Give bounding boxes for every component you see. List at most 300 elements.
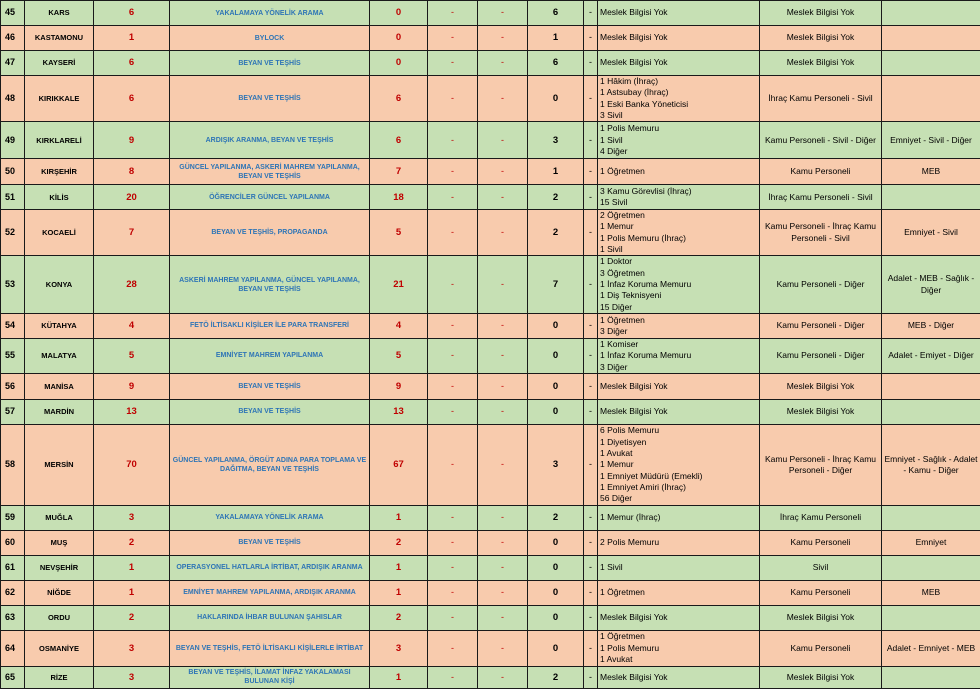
table-row	[1, 373, 980, 399]
dash-cell: -	[584, 185, 598, 210]
city-name: MERSİN	[25, 424, 94, 505]
detained-count: 0	[370, 26, 428, 51]
row-number: 65	[1, 666, 25, 688]
city-name: RİZE	[25, 666, 94, 688]
table-row	[1, 605, 980, 630]
institution: MEB	[882, 580, 980, 605]
table-row	[1, 122, 980, 159]
city-name: MALATYA	[25, 338, 94, 373]
row-number: 53	[1, 256, 25, 313]
wanted-count: 0	[528, 630, 584, 666]
wanted-count: 2	[528, 210, 584, 256]
suspect-count: 6	[94, 76, 170, 122]
table-row	[1, 530, 980, 555]
wanted-count: 0	[528, 580, 584, 605]
institution	[882, 605, 980, 630]
occupation-line: 3 Sivil	[600, 110, 757, 121]
city-name: KOCAELİ	[25, 210, 94, 256]
institution: Emniyet - Sivil - Diğer	[882, 122, 980, 159]
occupation-category: Kamu Personeli - Diğer	[760, 256, 882, 313]
crime-type: BEYAN VE TEŞHİS	[170, 51, 370, 76]
dash-cell: -	[478, 51, 528, 76]
occupation-line: 1 Memur	[600, 459, 757, 470]
dash-cell: -	[478, 505, 528, 530]
row-number: 62	[1, 580, 25, 605]
institution: Emniyet	[882, 530, 980, 555]
table-row	[1, 424, 980, 505]
suspect-count: 7	[94, 210, 170, 256]
dash-cell: -	[478, 605, 528, 630]
occupation-cell	[598, 51, 760, 76]
occupation-line: 15 Diğer	[600, 302, 757, 313]
dash-cell: -	[478, 210, 528, 256]
occupation-cell	[598, 666, 760, 688]
dash-cell: -	[428, 122, 478, 159]
dash-cell: -	[478, 76, 528, 122]
dash-cell: -	[428, 256, 478, 313]
dash-cell: -	[478, 122, 528, 159]
occupation-category: Meslek Bilgisi Yok	[760, 605, 882, 630]
suspect-count: 6	[94, 51, 170, 76]
institution	[882, 185, 980, 210]
occupation-line: 15 Sivil	[600, 197, 757, 208]
dash-cell: -	[478, 1, 528, 26]
occupation-cell	[598, 530, 760, 555]
occupation-line: 1 Öğretmen	[600, 631, 757, 642]
detained-count: 7	[370, 159, 428, 185]
wanted-count: 3	[528, 424, 584, 505]
row-number: 45	[1, 1, 25, 26]
institution: Emniyet - Sağlık - Adalet - Kamu - Diğer	[882, 424, 980, 505]
wanted-count: 2	[528, 505, 584, 530]
dash-cell: -	[478, 185, 528, 210]
dash-cell: -	[478, 256, 528, 313]
crime-type: BEYAN VE TEŞHİS	[170, 530, 370, 555]
city-name: NEVŞEHİR	[25, 555, 94, 580]
occupation-line: 1 Doktor	[600, 256, 757, 267]
city-name: KIRKLARELİ	[25, 122, 94, 159]
city-name: KASTAMONU	[25, 26, 94, 51]
occupation-line: 2 Öğretmen	[600, 210, 757, 221]
occupation-cell	[598, 424, 760, 505]
dash-cell: -	[428, 185, 478, 210]
occupation-line: 1 İnfaz Koruma Memuru	[600, 279, 757, 290]
dash-cell: -	[478, 666, 528, 688]
institution	[882, 555, 980, 580]
dash-cell: -	[428, 505, 478, 530]
occupation-line: 3 Öğretmen	[600, 268, 757, 279]
city-name: KİLİS	[25, 185, 94, 210]
row-number: 61	[1, 555, 25, 580]
dash-cell: -	[584, 630, 598, 666]
city-name: KÜTAHYA	[25, 313, 94, 338]
occupation-line: 1 Diyetisyen	[600, 437, 757, 448]
occupation-line: 56 Diğer	[600, 493, 757, 504]
occupation-category: Meslek Bilgisi Yok	[760, 666, 882, 688]
dash-cell: -	[584, 580, 598, 605]
row-number: 58	[1, 424, 25, 505]
crime-type: BEYAN VE TEŞHİS, İLAMAT İNFAZ YAKALAMASI BULUNAN KİŞİ	[170, 666, 370, 688]
occupation-cell	[598, 159, 760, 185]
wanted-count: 0	[528, 373, 584, 399]
detained-count: 67	[370, 424, 428, 505]
crime-type: YAKALAMAYA YÖNELİK ARAMA	[170, 505, 370, 530]
occupation-category: İhraç Kamu Personeli - Sivil	[760, 185, 882, 210]
occupation-category: Kamu Personeli - İhraç Kamu Personeli - Diğer	[760, 424, 882, 505]
occupation-category: Kamu Personeli	[760, 530, 882, 555]
dash-cell: -	[478, 26, 528, 51]
occupation-category: İhraç Kamu Personeli	[760, 505, 882, 530]
occupation-line: 1 Avukat	[600, 654, 757, 665]
row-number: 60	[1, 530, 25, 555]
occupation-line: 1 Polis Memuru	[600, 123, 757, 134]
detained-count: 1	[370, 580, 428, 605]
detained-count: 4	[370, 313, 428, 338]
dash-cell: -	[584, 338, 598, 373]
dash-cell: -	[478, 338, 528, 373]
dash-cell: -	[584, 424, 598, 505]
occupation-category: Kamu Personeli - Diğer	[760, 338, 882, 373]
wanted-count: 6	[528, 1, 584, 26]
occupation-line: 1 Öğretmen	[600, 166, 757, 177]
row-number: 49	[1, 122, 25, 159]
table-row	[1, 580, 980, 605]
city-name: NİĞDE	[25, 580, 94, 605]
occupation-category: Meslek Bilgisi Yok	[760, 26, 882, 51]
occupation-line: 1 Öğretmen	[600, 315, 757, 326]
occupation-category: Kamu Personeli	[760, 159, 882, 185]
occupation-line: 1 İnfaz Koruma Memuru	[600, 350, 757, 361]
crime-type: BEYAN VE TEŞHİS	[170, 373, 370, 399]
occupation-line: 6 Polis Memuru	[600, 425, 757, 436]
dash-cell: -	[428, 51, 478, 76]
occupation-cell	[598, 555, 760, 580]
dash-cell: -	[584, 51, 598, 76]
table-row	[1, 210, 980, 256]
dash-cell: -	[478, 399, 528, 424]
occupation-line: 2 Polis Memuru	[600, 537, 757, 548]
occupation-line: Meslek Bilgisi Yok	[600, 32, 757, 43]
suspect-count: 6	[94, 1, 170, 26]
occupation-line: 1 Astsubay (İhraç)	[600, 87, 757, 98]
table-row	[1, 185, 980, 210]
row-number: 48	[1, 76, 25, 122]
suspect-count: 9	[94, 122, 170, 159]
crime-type: HAKLARINDA İHBAR BULUNAN ŞAHISLAR	[170, 605, 370, 630]
occupation-cell	[598, 1, 760, 26]
institution	[882, 51, 980, 76]
detained-count: 9	[370, 373, 428, 399]
table-row	[1, 630, 980, 666]
detained-count: 1	[370, 505, 428, 530]
detained-count: 6	[370, 122, 428, 159]
institution	[882, 373, 980, 399]
suspect-count: 5	[94, 338, 170, 373]
occupation-category: Kamu Personeli - Sivil - Diğer	[760, 122, 882, 159]
institution: MEB	[882, 159, 980, 185]
dash-cell: -	[584, 505, 598, 530]
occupation-line: Meslek Bilgisi Yok	[600, 672, 757, 683]
dash-cell: -	[428, 605, 478, 630]
occupation-cell	[598, 373, 760, 399]
row-number: 54	[1, 313, 25, 338]
crime-type: GÜNCEL YAPILANMA, ASKERİ MAHREM YAPILANMA, BEYAN VE TEŞHİS	[170, 159, 370, 185]
crime-type: FETÖ İLTİSAKLI KİŞİLER İLE PARA TRANSFERİ	[170, 313, 370, 338]
occupation-line: Meslek Bilgisi Yok	[600, 381, 757, 392]
row-number: 52	[1, 210, 25, 256]
institution	[882, 76, 980, 122]
crime-type: YAKALAMAYA YÖNELİK ARAMA	[170, 1, 370, 26]
occupation-category: Meslek Bilgisi Yok	[760, 51, 882, 76]
institution: Adalet - MEB - Sağlık - Diğer	[882, 256, 980, 313]
dash-cell: -	[584, 399, 598, 424]
occupation-cell	[598, 630, 760, 666]
detained-count: 2	[370, 530, 428, 555]
wanted-count: 2	[528, 185, 584, 210]
wanted-count: 0	[528, 338, 584, 373]
dash-cell: -	[584, 256, 598, 313]
dash-cell: -	[428, 26, 478, 51]
dash-cell: -	[584, 555, 598, 580]
occupation-cell	[598, 26, 760, 51]
row-number: 47	[1, 51, 25, 76]
row-number: 59	[1, 505, 25, 530]
table-row	[1, 51, 980, 76]
wanted-count: 0	[528, 605, 584, 630]
dash-cell: -	[584, 605, 598, 630]
occupation-line: 1 Eski Banka Yöneticisi	[600, 99, 757, 110]
dash-cell: -	[428, 555, 478, 580]
dash-cell: -	[428, 313, 478, 338]
institution: Emniyet - Sivil	[882, 210, 980, 256]
crime-type: ASKERİ MAHREM YAPILANMA, GÜNCEL YAPILANMA, BEYAN VE TEŞHİS	[170, 256, 370, 313]
dash-cell: -	[478, 373, 528, 399]
dash-cell: -	[428, 399, 478, 424]
city-name: KAYSERİ	[25, 51, 94, 76]
suspect-count: 70	[94, 424, 170, 505]
dash-cell: -	[478, 580, 528, 605]
dash-cell: -	[478, 424, 528, 505]
occupation-cell	[598, 399, 760, 424]
wanted-count: 0	[528, 399, 584, 424]
occupation-cell	[598, 505, 760, 530]
row-number: 50	[1, 159, 25, 185]
institution	[882, 399, 980, 424]
suspect-count: 2	[94, 605, 170, 630]
detained-count: 1	[370, 555, 428, 580]
occupation-line: 1 Avukat	[600, 448, 757, 459]
dash-cell: -	[584, 373, 598, 399]
occupation-line: 1 Öğretmen	[600, 587, 757, 598]
occupation-line: 1 Emniyet Müdürü (Emekli)	[600, 471, 757, 482]
occupation-line: 3 Diğer	[600, 326, 757, 337]
detained-count: 5	[370, 210, 428, 256]
occupation-category: Meslek Bilgisi Yok	[760, 373, 882, 399]
wanted-count: 0	[528, 530, 584, 555]
wanted-count: 7	[528, 256, 584, 313]
crime-type: BEYAN VE TEŞHİS, FETÖ İLTİSAKLI KİŞİLERLE İRTİBAT	[170, 630, 370, 666]
row-number: 56	[1, 373, 25, 399]
table-row	[1, 256, 980, 313]
table-row	[1, 505, 980, 530]
dash-cell: -	[428, 1, 478, 26]
city-name: KARS	[25, 1, 94, 26]
occupation-cell	[598, 256, 760, 313]
suspect-count: 4	[94, 313, 170, 338]
table-row	[1, 26, 980, 51]
crime-type: BEYAN VE TEŞHİS	[170, 76, 370, 122]
city-name: KIRŞEHİR	[25, 159, 94, 185]
wanted-count: 0	[528, 555, 584, 580]
dash-cell: -	[428, 159, 478, 185]
suspect-count: 9	[94, 373, 170, 399]
institution: Adalet - Emniyet - MEB	[882, 630, 980, 666]
table-row	[1, 338, 980, 373]
crime-type: GÜNCEL YAPILANMA, ÖRGÜT ADINA PARA TOPLAMA VE DAĞITMA, BEYAN VE TEŞHİS	[170, 424, 370, 505]
dash-cell: -	[584, 26, 598, 51]
suspect-count: 3	[94, 630, 170, 666]
occupation-category: Meslek Bilgisi Yok	[760, 399, 882, 424]
city-name: KIRIKKALE	[25, 76, 94, 122]
table-row	[1, 555, 980, 580]
row-number: 63	[1, 605, 25, 630]
dash-cell: -	[584, 122, 598, 159]
city-name: KONYA	[25, 256, 94, 313]
dash-cell: -	[584, 159, 598, 185]
dash-cell: -	[428, 580, 478, 605]
crime-type: BEYAN VE TEŞHİS	[170, 399, 370, 424]
occupation-cell	[598, 580, 760, 605]
occupation-category: Meslek Bilgisi Yok	[760, 1, 882, 26]
occupation-line: 4 Diğer	[600, 146, 757, 157]
table-row	[1, 1, 980, 26]
table-row	[1, 666, 980, 688]
occupation-line: 1 Sivil	[600, 135, 757, 146]
city-name: MARDİN	[25, 399, 94, 424]
crime-type: ÖĞRENCİLER GÜNCEL YAPILANMA	[170, 185, 370, 210]
occupation-category: Kamu Personeli - İhraç Kamu Personeli - Sivil	[760, 210, 882, 256]
institution	[882, 666, 980, 688]
wanted-count: 3	[528, 122, 584, 159]
dash-cell: -	[584, 313, 598, 338]
wanted-count: 1	[528, 159, 584, 185]
wanted-count: 1	[528, 26, 584, 51]
occupation-cell	[598, 185, 760, 210]
dash-cell: -	[584, 1, 598, 26]
crime-type: OPERASYONEL HATLARLA İRTİBAT, ARDIŞIK ARANMA	[170, 555, 370, 580]
dash-cell: -	[584, 530, 598, 555]
city-name: MUĞLA	[25, 505, 94, 530]
crime-type: BYLOCK	[170, 26, 370, 51]
dash-cell: -	[428, 630, 478, 666]
row-number: 55	[1, 338, 25, 373]
detained-count: 0	[370, 51, 428, 76]
detained-count: 5	[370, 338, 428, 373]
table-row	[1, 313, 980, 338]
city-name: OSMANİYE	[25, 630, 94, 666]
occupation-cell	[598, 210, 760, 256]
row-number: 51	[1, 185, 25, 210]
detained-count: 0	[370, 1, 428, 26]
occupation-cell	[598, 76, 760, 122]
detained-count: 18	[370, 185, 428, 210]
occupation-line: Meslek Bilgisi Yok	[600, 612, 757, 623]
suspect-count: 8	[94, 159, 170, 185]
crime-type: EMNİYET MAHREM YAPILANMA	[170, 338, 370, 373]
suspect-count: 1	[94, 555, 170, 580]
dash-cell: -	[478, 159, 528, 185]
detained-count: 6	[370, 76, 428, 122]
occupation-line: 3 Kamu Görevlisi (İhraç)	[600, 186, 757, 197]
occupation-cell	[598, 605, 760, 630]
institution	[882, 26, 980, 51]
city-name: MANİSA	[25, 373, 94, 399]
dash-cell: -	[428, 424, 478, 505]
occupation-line: 1 Sivil	[600, 562, 757, 573]
institution: Adalet - Emiyet - Diğer	[882, 338, 980, 373]
occupation-cell	[598, 313, 760, 338]
detained-count: 1	[370, 666, 428, 688]
occupation-line: 1 Komiser	[600, 339, 757, 350]
occupation-category: Sivil	[760, 555, 882, 580]
occupation-category: Kamu Personeli - Diğer	[760, 313, 882, 338]
row-number: 46	[1, 26, 25, 51]
occupation-category: Kamu Personeli	[760, 630, 882, 666]
suspect-count: 3	[94, 666, 170, 688]
suspect-count: 3	[94, 505, 170, 530]
dash-cell: -	[428, 666, 478, 688]
dash-cell: -	[584, 210, 598, 256]
table-row	[1, 399, 980, 424]
dash-cell: -	[584, 76, 598, 122]
occupation-category: Kamu Personeli	[760, 580, 882, 605]
occupation-cell	[598, 122, 760, 159]
wanted-count: 2	[528, 666, 584, 688]
wanted-count: 0	[528, 76, 584, 122]
dash-cell: -	[478, 313, 528, 338]
occupation-cell	[598, 338, 760, 373]
dash-cell: -	[428, 210, 478, 256]
crime-type: ARDIŞIK ARANMA, BEYAN VE TEŞHİS	[170, 122, 370, 159]
table-row	[1, 76, 980, 122]
detained-count: 3	[370, 630, 428, 666]
city-name: ORDU	[25, 605, 94, 630]
occupation-line: Meslek Bilgisi Yok	[600, 57, 757, 68]
occupation-line: Meslek Bilgisi Yok	[600, 406, 757, 417]
detained-count: 21	[370, 256, 428, 313]
occupation-line: 1 Memur	[600, 221, 757, 232]
occupation-line: 1 Hâkim (İhraç)	[600, 76, 757, 87]
dash-cell: -	[428, 76, 478, 122]
table-row	[1, 159, 980, 185]
institution	[882, 505, 980, 530]
dash-cell: -	[478, 555, 528, 580]
dash-cell: -	[478, 530, 528, 555]
occupation-line: 1 Sivil	[600, 244, 757, 255]
detained-count: 13	[370, 399, 428, 424]
suspect-count: 2	[94, 530, 170, 555]
dash-cell: -	[428, 530, 478, 555]
occupation-line: 1 Polis Memuru	[600, 643, 757, 654]
city-name: MUŞ	[25, 530, 94, 555]
occupation-line: 1 Emniyet Amiri (İhraç)	[600, 482, 757, 493]
occupation-line: 1 Diş Teknisyeni	[600, 290, 757, 301]
suspect-count: 13	[94, 399, 170, 424]
suspect-count: 20	[94, 185, 170, 210]
occupation-line: 1 Polis Memuru (İhraç)	[600, 233, 757, 244]
institution	[882, 1, 980, 26]
table-body	[1, 1, 980, 689]
